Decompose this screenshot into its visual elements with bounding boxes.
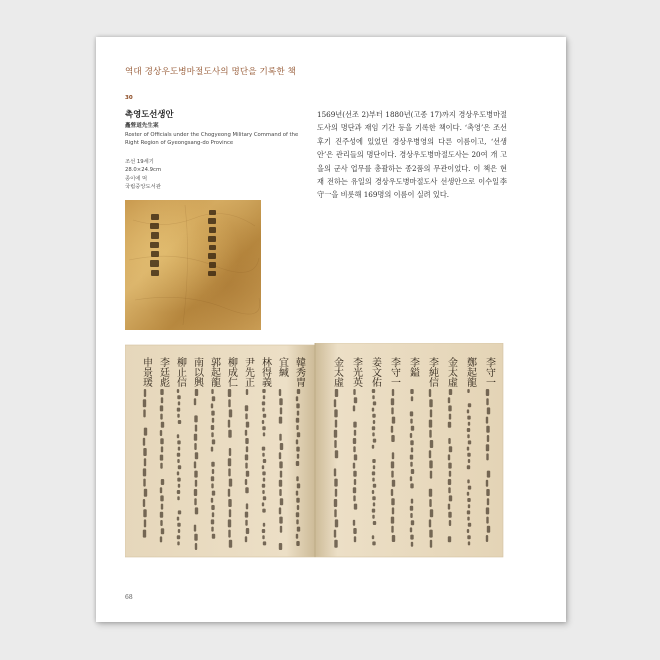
entry-title-hanja: 矗營道先生案: [125, 123, 159, 129]
book-column-name: 尹先正: [242, 357, 254, 387]
book-column-name: 南以興: [191, 357, 203, 387]
book-column-name: 林得義: [259, 357, 271, 387]
page-number: 68: [125, 594, 133, 601]
meta-medium: 종이에 먹: [125, 175, 148, 182]
book-column-name: 金太虛: [331, 357, 343, 387]
book-column-name: 姜文佑: [369, 357, 381, 387]
open-book-photo: [125, 343, 505, 561]
description-paragraph: 1569년(선조 2)부터 1880년(고종 17)까지 경상우도병마절도사의 명단과 재임 기간 등을 기록한 책이다. ‘촉영’은 조선후기 진주성에 있었던 경상우병영의 다른 이름이고, ‘선생안’은 관리들의 명단이다. 경상우도병마절도사는 20여 개 고을의 군사 업무를 총괄하는 종2품의 무관이었다. 이 책은 현재 전하는 유일의 경상우도병마절도사 선생안으로 이수일李守一을 비롯해 169명의 이름이 실려 있다.: [317, 110, 507, 200]
book-column-name: 宜緘: [276, 357, 288, 377]
book-cover-photo: [125, 200, 261, 330]
book-column-name: 李廷彪: [157, 357, 169, 387]
book-column-name: 李純信: [426, 357, 438, 387]
book-column-name: 柳成仁: [225, 357, 237, 387]
page-header-title: 역대 경상우도병마절도사의 명단을 기록한 책: [125, 67, 296, 77]
entry-number: 30: [125, 95, 133, 101]
entry-title-english: Roster of Officials under the Chogyeong Military Command of the Right Region of Gyeongsang-do Province: [125, 132, 299, 146]
meta-dimensions: 28.0×24.9cm: [125, 167, 162, 174]
book-page: [96, 37, 566, 622]
book-column-name: 郭起龍: [208, 357, 220, 387]
book-column-name: 韓秀冑: [293, 357, 305, 387]
entry-metadata: [125, 158, 161, 191]
book-column-name: 金太虛: [445, 357, 457, 387]
meta-collection: 국립중앙도서관: [125, 183, 161, 190]
book-column-name: 李光英: [350, 357, 362, 387]
meta-period: 조선 19세기: [125, 159, 154, 165]
entry-title-korean: 촉영도선생안: [125, 109, 174, 119]
book-column-name: 李鎰: [407, 357, 419, 377]
book-column-name: 李守一: [483, 357, 495, 387]
book-column-name: 柳止信: [174, 357, 186, 387]
book-column-name: 李守一: [388, 357, 400, 387]
book-column-name: 鄭起龍: [464, 357, 476, 387]
book-column-name: 申景瑗: [140, 357, 152, 387]
